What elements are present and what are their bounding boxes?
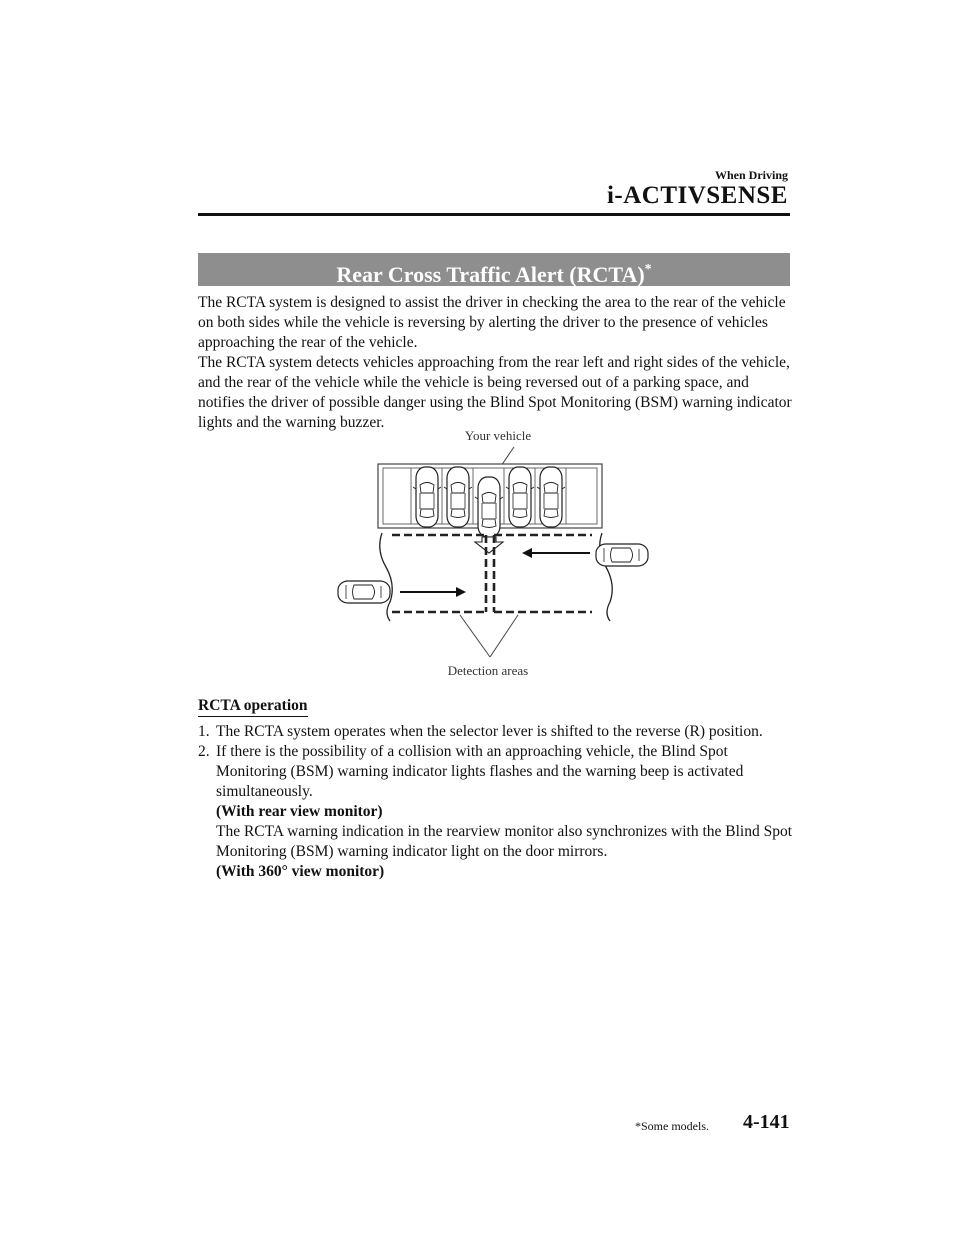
operation-steps [198, 722, 798, 882]
rcta-diagram [320, 425, 660, 685]
step-number: 1. [198, 723, 210, 740]
section-label: When Driving [714, 168, 788, 182]
parked-car [413, 467, 441, 527]
footnote: *Some models. [635, 1119, 709, 1133]
view-360-monitor-heading: (With 360° view monitor) [216, 863, 385, 880]
parked-car [444, 467, 472, 527]
approach-arrow-left [400, 587, 466, 597]
section-banner [198, 253, 790, 286]
step-number: 2. [198, 743, 210, 760]
step-text: If there is the possibility of a collision with an approaching vehicle, the Blind Spot Monitoring (BSM) warning indicator lights flashes and the warning beep is activated simultaneously. [216, 743, 744, 800]
header-rule [198, 213, 790, 216]
your-vehicle-label: Your vehicle [464, 428, 532, 443]
chapter-title: i-ACTIVSENSE [606, 182, 788, 209]
intro-paragraph-1: The RCTA system is designed to assist the driver in checking the area to the rear of the vehicle on both sides while the vehicle is reversing by alerting the driver to the presence of vehicles approaching the rear of the vehicle. [198, 294, 786, 351]
approaching-car-right [596, 544, 648, 566]
intro-text [198, 293, 798, 433]
intro-paragraph-2: The RCTA system detects vehicles approaching from the rear left and right sides of the vehicle, and the rear of the vehicle while the vehicle is being reversed out of a parking space, and notifies the driver of possible danger using the Blind Spot Monitoring (BSM) warning indicator lights and the warning buzzer. [198, 354, 792, 431]
banner-title: Rear Cross Traffic Alert (RCTA) [336, 262, 645, 287]
some-models-mark: * [644, 262, 652, 277]
parked-car [537, 467, 565, 527]
detection-areas-label: Detection areas [447, 663, 529, 678]
step-2 [198, 742, 798, 882]
rcta-operation-heading: RCTA operation [198, 697, 308, 717]
parked-car [506, 467, 534, 527]
page-number: 4-141 [743, 1111, 790, 1133]
detection-areas-leaders [460, 615, 518, 657]
approach-arrow-right [522, 548, 590, 558]
your-vehicle [475, 477, 503, 537]
step-1 [198, 722, 798, 742]
approaching-car-left [338, 581, 390, 603]
step-text: The RCTA system operates when the selector lever is shifted to the reverse (R) position. [216, 723, 763, 740]
rear-view-monitor-heading: (With rear view monitor) [216, 803, 383, 820]
reversing-arrow [475, 537, 503, 553]
rear-view-monitor-text: The RCTA warning indication in the rearview monitor also synchronizes with the Blind Spot Monitoring (BSM) warning indicator light on the door mirrors. [216, 823, 793, 860]
